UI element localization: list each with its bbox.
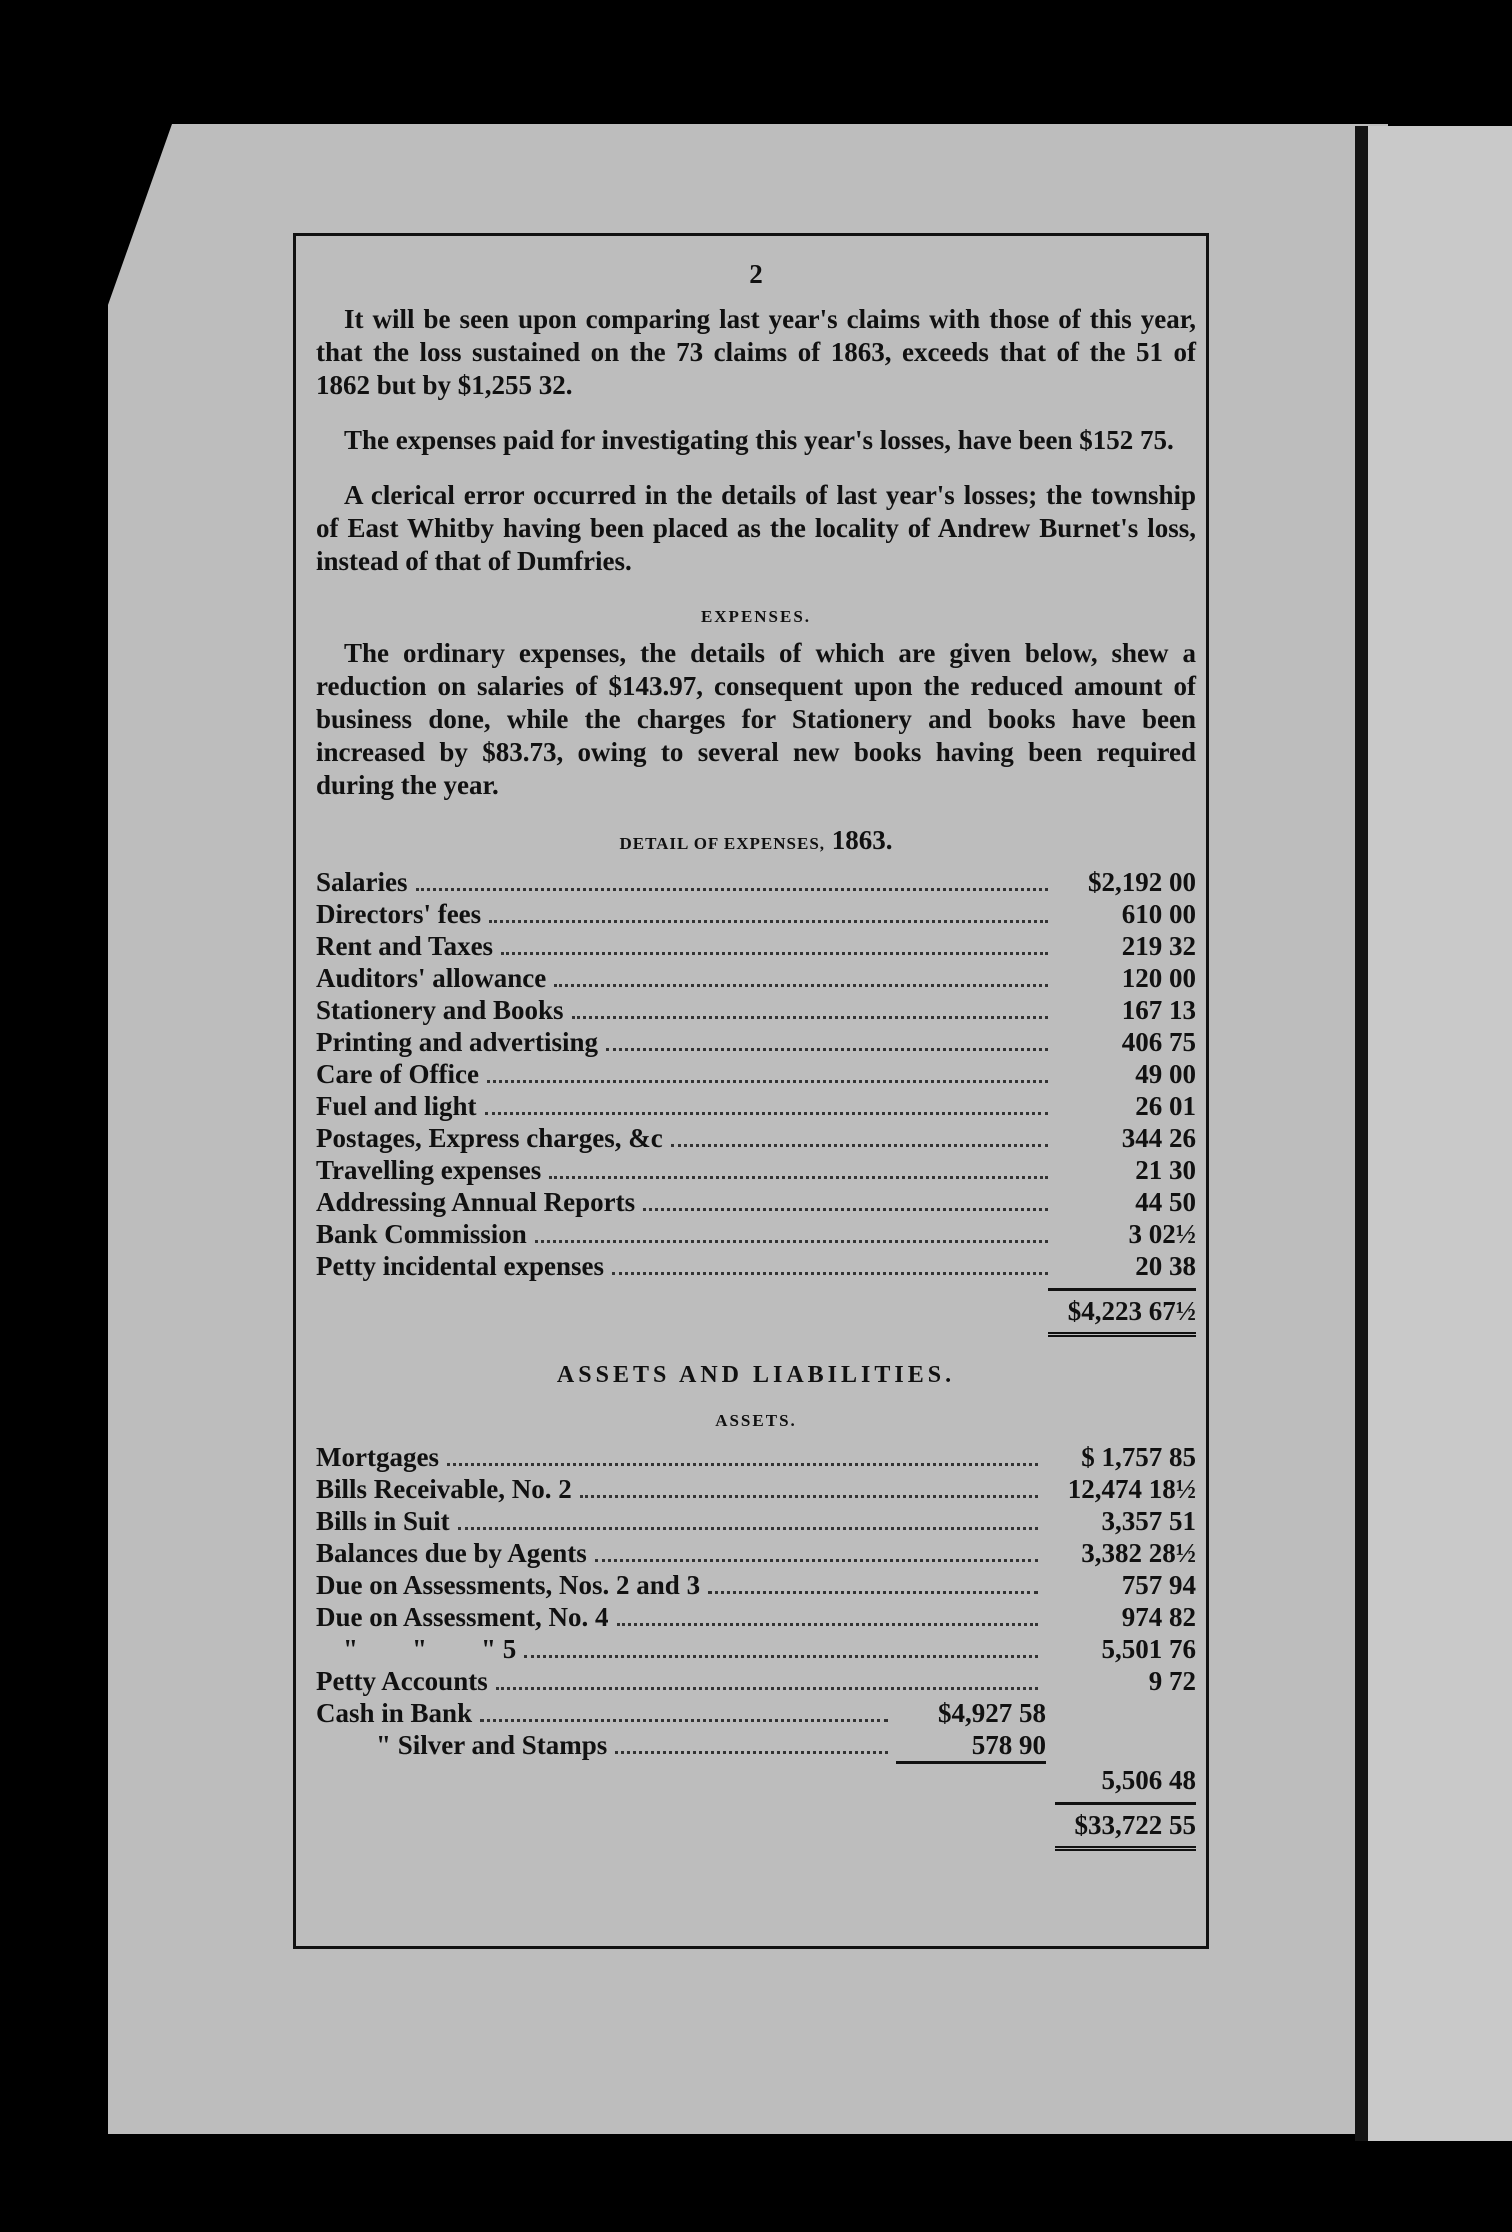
leader-dots xyxy=(524,1655,1038,1658)
cash-total-row xyxy=(316,1764,1196,1796)
leader-dots xyxy=(612,1272,1048,1275)
expense-label: Bank Commission xyxy=(316,1219,527,1249)
expense-amount: 44 50 xyxy=(1135,1187,1196,1217)
cash-amount: 578 90 xyxy=(971,1730,1046,1760)
expense-label: Postages, Express charges, &c xyxy=(316,1123,663,1153)
expense-amount: 406 75 xyxy=(1121,1027,1196,1057)
leader-dots xyxy=(606,1048,1048,1051)
asset-row xyxy=(316,1569,1196,1601)
leader-dots xyxy=(447,1463,1038,1466)
asset-row xyxy=(316,1665,1196,1697)
asset-label: Bills Receivable, No. 2 xyxy=(316,1474,572,1504)
expense-amount: 20 38 xyxy=(1135,1251,1196,1281)
expense-amount: 219 32 xyxy=(1121,931,1196,961)
page-content xyxy=(316,258,1196,1851)
asset-amount: $ 1,757 85 xyxy=(1081,1442,1196,1472)
expense-label: Care of Office xyxy=(316,1059,479,1089)
leader-dots xyxy=(496,1687,1038,1690)
cash-row xyxy=(316,1729,1196,1761)
leader-dots xyxy=(549,1176,1048,1179)
assets-total-value: $33,722 55 xyxy=(1055,1802,1197,1851)
expense-amount: 3 02½ xyxy=(1128,1219,1196,1249)
expense-amount: 167 13 xyxy=(1121,995,1196,1025)
expenses-total-value: $4,223 67½ xyxy=(1048,1288,1196,1337)
expense-row xyxy=(316,1058,1196,1090)
expense-row xyxy=(316,1026,1196,1058)
assets-heading: ASSETS. xyxy=(715,1411,797,1430)
expense-label: Rent and Taxes xyxy=(316,931,494,961)
asset-row xyxy=(316,1441,1196,1473)
expense-label: Stationery and Books xyxy=(316,995,564,1025)
detail-of-expenses-heading xyxy=(316,824,1196,860)
expense-row xyxy=(316,962,1196,994)
expense-row xyxy=(316,1090,1196,1122)
page-gutter xyxy=(1355,126,1369,2141)
expense-amount: $2,192 00 xyxy=(1088,867,1196,897)
assets-total xyxy=(316,1802,1196,1851)
expense-row xyxy=(316,1218,1196,1250)
asset-amount: 757 94 xyxy=(1121,1570,1196,1600)
asset-amount: 3,382 28½ xyxy=(1081,1538,1196,1568)
expense-label: Printing and advertising xyxy=(316,1027,599,1057)
expenses-heading: EXPENSES. xyxy=(700,607,812,626)
expenses-total xyxy=(316,1288,1196,1337)
leader-dots xyxy=(489,920,1048,923)
asset-amount: 9 72 xyxy=(1148,1666,1196,1696)
expense-label: Auditors' allowance xyxy=(316,963,547,993)
page-number: 2 xyxy=(749,259,763,289)
asset-amount: 12,474 18½ xyxy=(1067,1474,1196,1504)
asset-list xyxy=(316,1441,1196,1796)
asset-amount: 5,501 76 xyxy=(1101,1634,1196,1664)
expense-amount: 49 00 xyxy=(1135,1059,1196,1089)
asset-label: Bills in Suit xyxy=(316,1506,450,1536)
asset-amount: 974 82 xyxy=(1121,1602,1196,1632)
expense-list xyxy=(316,866,1196,1282)
paragraph-ordinary-expenses: The ordinary expenses, the details of which are given below, shew a reduction on salaries of $143.97, consequent upon the reduced amount of business done, while the charges for Stationery and books have been increased by $83.73, owing to several new books having been required during the year. xyxy=(316,638,1196,800)
leader-dots xyxy=(580,1495,1038,1498)
expense-label: Travelling expenses xyxy=(316,1155,542,1185)
paragraph-claims-comparison: It will be seen upon comparing last year's claims with those of this year, that the loss sustained on the 73 claims of 1863, exceeds that of the 51 of 1862 but by $1,255 32. xyxy=(316,304,1196,400)
asset-label: " " " 5 xyxy=(316,1634,517,1664)
paragraph-investigation-expenses: The expenses paid for investigating this year's losses, have been $152 75. xyxy=(344,425,1174,455)
expense-amount: 21 30 xyxy=(1135,1155,1196,1185)
leader-dots xyxy=(671,1144,1048,1147)
asset-row xyxy=(316,1505,1196,1537)
leader-dots xyxy=(572,1016,1048,1019)
cash-label: Cash in Bank xyxy=(316,1698,473,1728)
expense-label: Fuel and light xyxy=(316,1091,477,1121)
expense-row xyxy=(316,898,1196,930)
asset-row xyxy=(316,1601,1196,1633)
leader-dots xyxy=(615,1751,888,1754)
expense-label: Addressing Annual Reports xyxy=(316,1187,636,1217)
expense-row xyxy=(316,994,1196,1026)
asset-label: Balances due by Agents xyxy=(316,1538,587,1568)
expense-row xyxy=(316,1250,1196,1282)
paragraph-clerical-error: A clerical error occurred in the details of last year's losses; the township of East Whitby having been placed as the locality of Andrew Burnet's loss, instead of that of Dumfries. xyxy=(316,480,1196,576)
expense-row xyxy=(316,1186,1196,1218)
asset-label: Mortgages xyxy=(316,1442,439,1472)
expense-label: Directors' fees xyxy=(316,899,482,929)
asset-row xyxy=(316,1537,1196,1569)
leader-dots xyxy=(617,1623,1038,1626)
leader-dots xyxy=(554,984,1048,987)
leader-dots xyxy=(501,952,1048,955)
expense-row xyxy=(316,866,1196,898)
leader-dots xyxy=(485,1112,1048,1115)
leader-dots xyxy=(480,1719,888,1722)
expense-label: Salaries xyxy=(316,867,408,897)
expense-label: Petty incidental expenses xyxy=(316,1251,604,1281)
asset-label: Due on Assessment, No. 4 xyxy=(316,1602,609,1632)
detail-heading-year: 1863. xyxy=(831,825,893,855)
asset-row xyxy=(316,1473,1196,1505)
leader-dots xyxy=(643,1208,1048,1211)
leader-dots xyxy=(458,1527,1038,1530)
adjacent-page-edge xyxy=(1368,126,1512,2141)
expense-row xyxy=(316,930,1196,962)
asset-amount: 3,357 51 xyxy=(1101,1506,1196,1536)
expense-row xyxy=(316,1122,1196,1154)
detail-heading-label: DETAIL OF EXPENSES, xyxy=(619,834,826,853)
leader-dots xyxy=(487,1080,1048,1083)
cash-total: 5,506 48 xyxy=(1101,1765,1196,1795)
expense-amount: 610 00 xyxy=(1121,899,1196,929)
assets-liabilities-heading: ASSETS AND LIABILITIES. xyxy=(556,1362,956,1388)
leader-dots xyxy=(595,1559,1038,1562)
asset-label: Petty Accounts xyxy=(316,1666,488,1696)
asset-row xyxy=(316,1633,1196,1665)
cash-label: " Silver and Stamps xyxy=(376,1730,608,1760)
asset-label: Due on Assessments, Nos. 2 and 3 xyxy=(316,1570,701,1600)
expense-amount: 120 00 xyxy=(1121,963,1196,993)
cash-amount: $4,927 58 xyxy=(938,1698,1046,1728)
leader-dots xyxy=(535,1240,1048,1243)
expense-amount: 26 01 xyxy=(1135,1091,1196,1121)
leader-dots xyxy=(708,1591,1038,1594)
expense-amount: 344 26 xyxy=(1121,1123,1196,1153)
expense-row xyxy=(316,1154,1196,1186)
leader-dots xyxy=(416,888,1049,891)
cash-row xyxy=(316,1697,1196,1729)
